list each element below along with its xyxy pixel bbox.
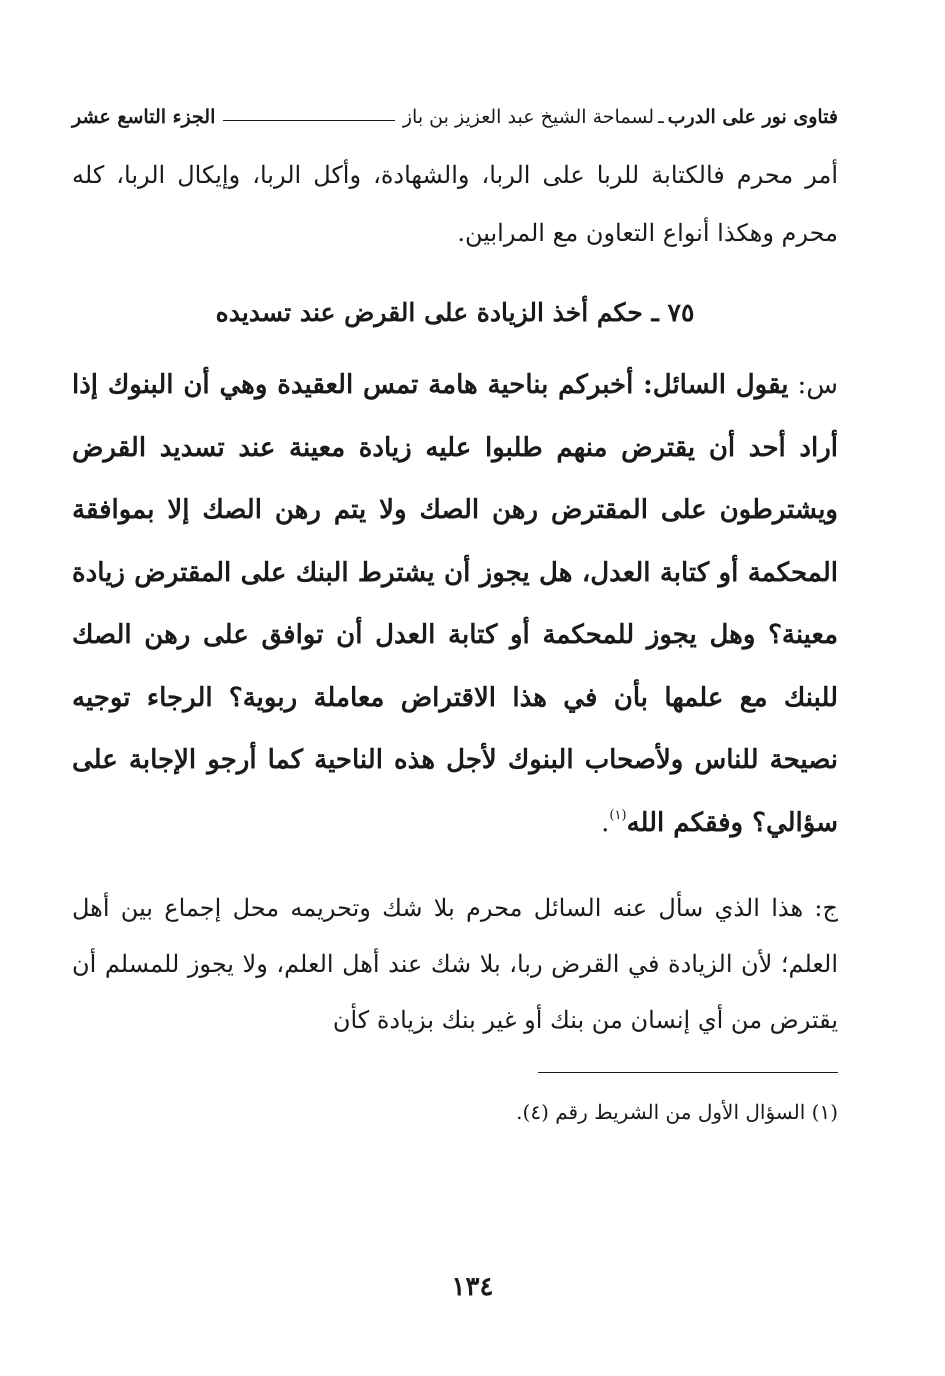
question-paragraph	[72, 354, 838, 854]
header-dash: ـ	[658, 106, 664, 128]
running-header	[72, 100, 838, 134]
document-page	[72, 100, 838, 1127]
header-rule	[223, 120, 395, 121]
volume-label: الجزء التاسع عشر	[72, 106, 216, 128]
intro-paragraph: أمر محرم فالكتابة للربا على الربا، والشهادة، وأكل الربا، وإيكال الربا، كله محرم وهكذا أنواع التعاون مع المرابين.	[72, 161, 838, 247]
section-title: ٧٥ ـ حكم أخذ الزيادة على القرض عند تسديده	[215, 298, 695, 327]
book-title: فتاوى نور على الدرب	[667, 106, 838, 128]
question-marker: س:	[797, 370, 838, 400]
question-end: .	[601, 807, 610, 838]
footnote-reference: (١)	[609, 807, 627, 823]
footnote-divider	[538, 1072, 838, 1073]
answer-paragraph: ج: هذا الذي سأل عنه السائل محرم بلا شك وتحريمه محل إجماع بين أهل العلم؛ لأن الزيادة في القرض ربا، بلا شك عند أهل العلم، ولا يجوز للمسلم أن يقترض من أي إنسان من بنك أو غير بنك بزيادة كأن	[72, 894, 838, 1034]
page-number: ١٣٤	[451, 1272, 494, 1302]
question-text: يقول السائل: أخبركم بناحية هامة تمس العقيدة وهي أن البنوك إذا أراد أحد أن يقترض منهم طلبوا عليه زيادة معينة عند تسديد القرض ويشترطون على المقترض رهن الصك ولا يتم رهن الصك إلا بموافقة المحكمة أو كتابة العدل، هل يجوز أن يشترط البنك على المقترض زيادة معينة؟ وهل يجوز للمحكمة أو كتابة العدل أن توافق على رهن الصك للبنك مع علمها بأن في هذا الاقتراض معاملة ربوية؟ الرجاء توجيه نصيحة للناس ولأصحاب البنوك لأجل هذه الناحية كما أرجو الإجابة على سؤالي؟ وفقكم الله	[72, 370, 838, 838]
footnote: (١) السؤال الأول من الشريط رقم (٤).	[516, 1100, 838, 1124]
author-name: لسماحة الشيخ عبد العزيز بن باز	[402, 106, 655, 128]
